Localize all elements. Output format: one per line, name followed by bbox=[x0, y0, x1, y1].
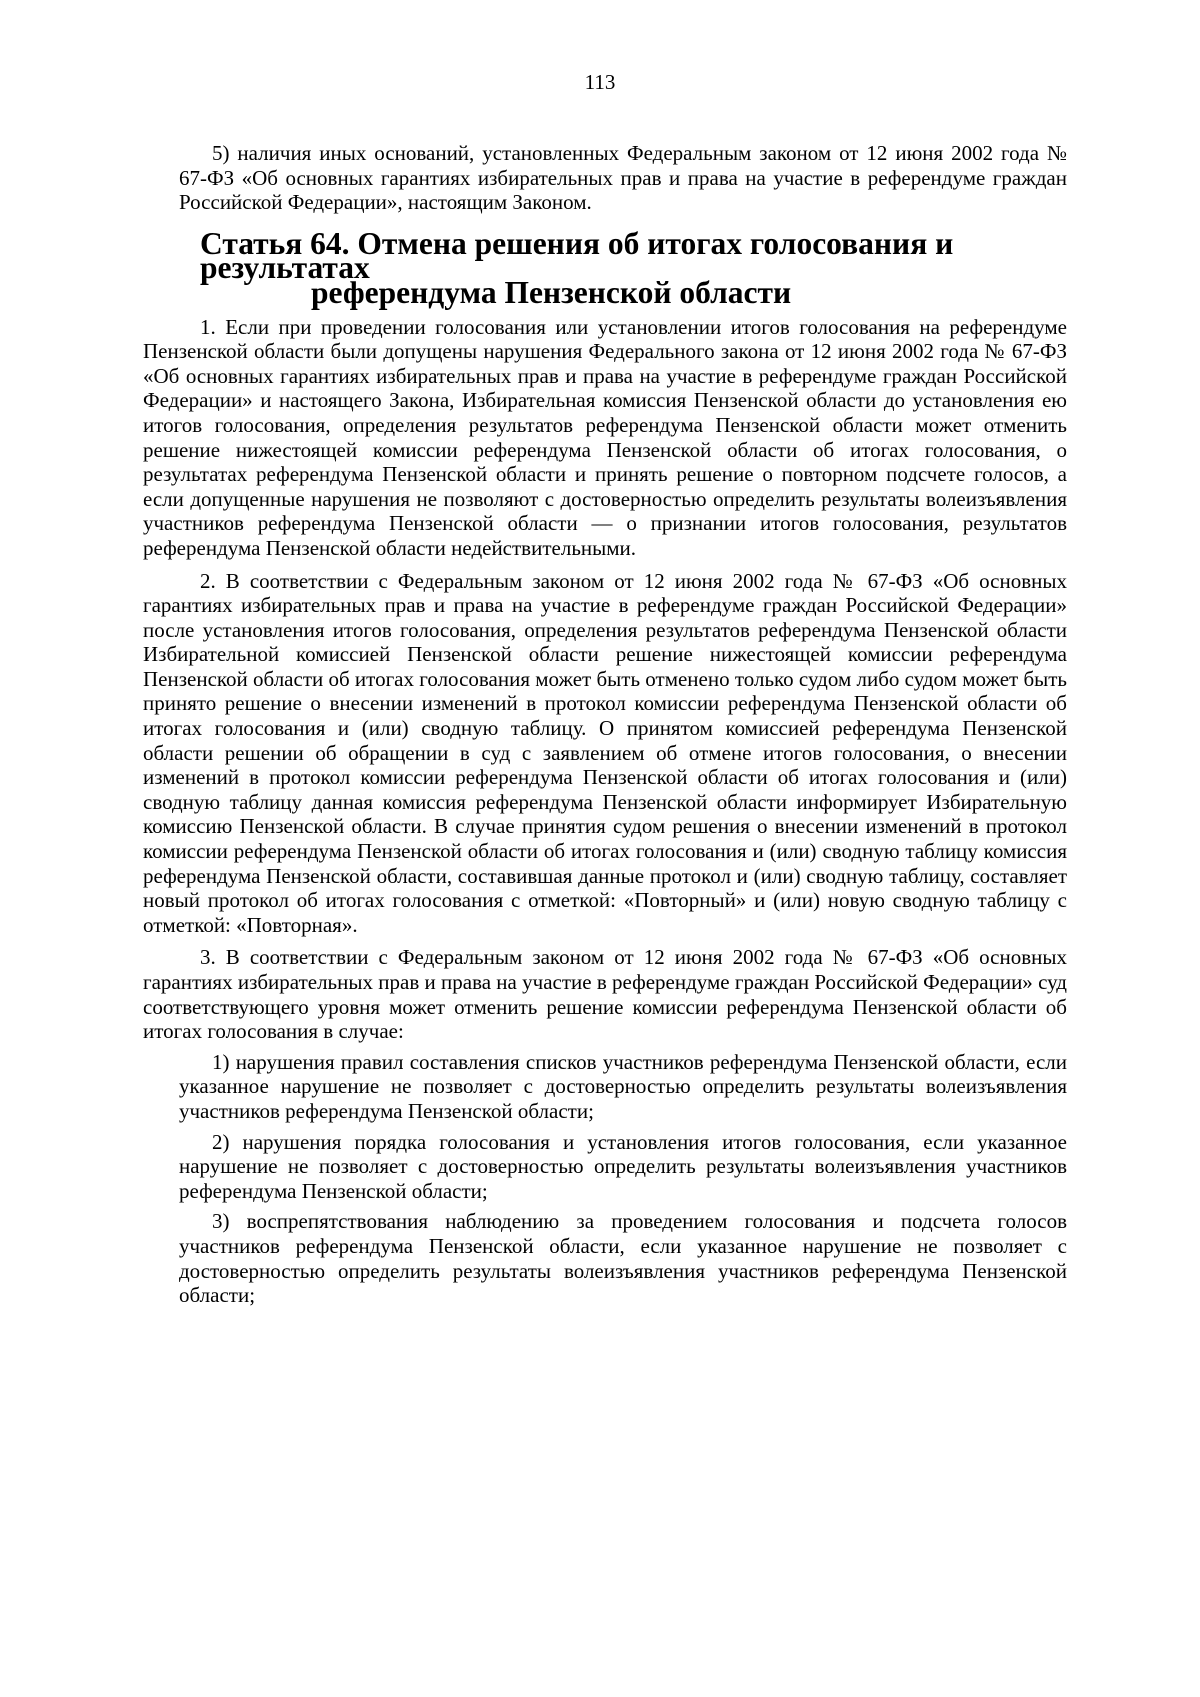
article-heading bbox=[200, 225, 1067, 310]
list-item-2: 2) нарушения порядка голосования и установления итогов голосования, если указанное нарушение не позволяет с достоверностью определить результаты волеизъявления участников референдума Пензенской области; bbox=[179, 1129, 1067, 1203]
paragraph-2: 2. В соответствии с Федеральным законом от 12 июня 2002 года № 67-ФЗ «Об основных гарантиях избирательных прав и права на участие в референдуме граждан Российской Федерации» после установления итогов голосования, определения результатов референдума Пензенской области Избирательной комиссией Пензенской области решение нижестоящей комиссии референдума Пензенской области об итогах голосования может быть отменено только судом либо судом может быть принято решение о внесении изменений в протокол комиссии референдума Пензенской области об итогах голосования и (или) сводную таблицу. О принятом комиссией референдума Пензенской области решении об обращении в суд с заявлением об отмене итогов голосования, о внесении изменений в протокол комиссии референдума Пензенской области об итогах голосования и (или) сводную таблицу данная комиссия референдума Пензенской области информирует Избирательную комиссию Пензенской области. В случае принятия судом решения о внесении изменений в протокол комиссии референдума Пензенской области об итогах голосования и (или) сводную таблицу комиссия референдума Пензенской области, составившая данные протокол и (или) сводную таблицу, составляет новый протокол об итогах голосования с отметкой: «Повторный» и (или) новую сводную таблицу с отметкой: «Повторная». bbox=[143, 568, 1067, 937]
list-item-5: 5) наличия иных оснований, установленных Федеральным законом от 12 июня 2002 года № 67-ФЗ «Об основных гарантиях избирательных прав и права на участие в референдуме граждан Российской Федерации», настоящим Законом. bbox=[179, 141, 1067, 215]
article-title-line-1: Статья 64. Отмена решения об итогах голосования и результатах bbox=[200, 225, 954, 286]
page-number: 113 bbox=[584, 70, 616, 94]
list-item-1: 1) нарушения правил составления списков участников референдума Пензенской области, если указанное нарушение не позволяет с достоверностью определить результаты волеизъявления участников референдума Пензенской области; bbox=[179, 1049, 1067, 1123]
paragraph-1: 1. Если при проведении голосования или установлении итогов голосования на референдуме Пензенской области были допущены нарушения Федерального закона от 12 июня 2002 года № 67-ФЗ «Об основных гарантиях избирательных прав и права на участие в референдуме граждан Российской Федерации» и настоящего Закона, Избирательная комиссия Пензенской области до установления ею итогов голосования, определения результатов референдума Пензенской области может отменить решение нижестоящей комиссии референдума Пензенской области об итогах голосования, о результатах референдума Пензенской области и принять решение о повторном подсчете голосов, а если допущенные нарушения не позволяют с достоверностью определить результаты волеизъявления участников референдума Пензенской области — о признании итогов голосования, результатов референдума Пензенской области недействительными. bbox=[143, 314, 1067, 560]
list-item-3: 3) воспрепятствования наблюдению за проведением голосования и подсчета голосов участников референдума Пензенской области, если указанное нарушение не позволяет с достоверностью определить результаты волеизъявления участников референдума Пензенской области; bbox=[179, 1209, 1067, 1308]
article-title-line-2: референдума Пензенской области bbox=[311, 274, 792, 310]
paragraph-3: 3. В соответствии с Федеральным законом от 12 июня 2002 года № 67-ФЗ «Об основных гарантиях избирательных прав и права на участие в референдуме граждан Российской Федерации» суд соответствующего уровня может отменить решение комиссии референдума Пензенской области об итогах голосования в случае: bbox=[143, 945, 1067, 1044]
document-body bbox=[143, 141, 1067, 1308]
